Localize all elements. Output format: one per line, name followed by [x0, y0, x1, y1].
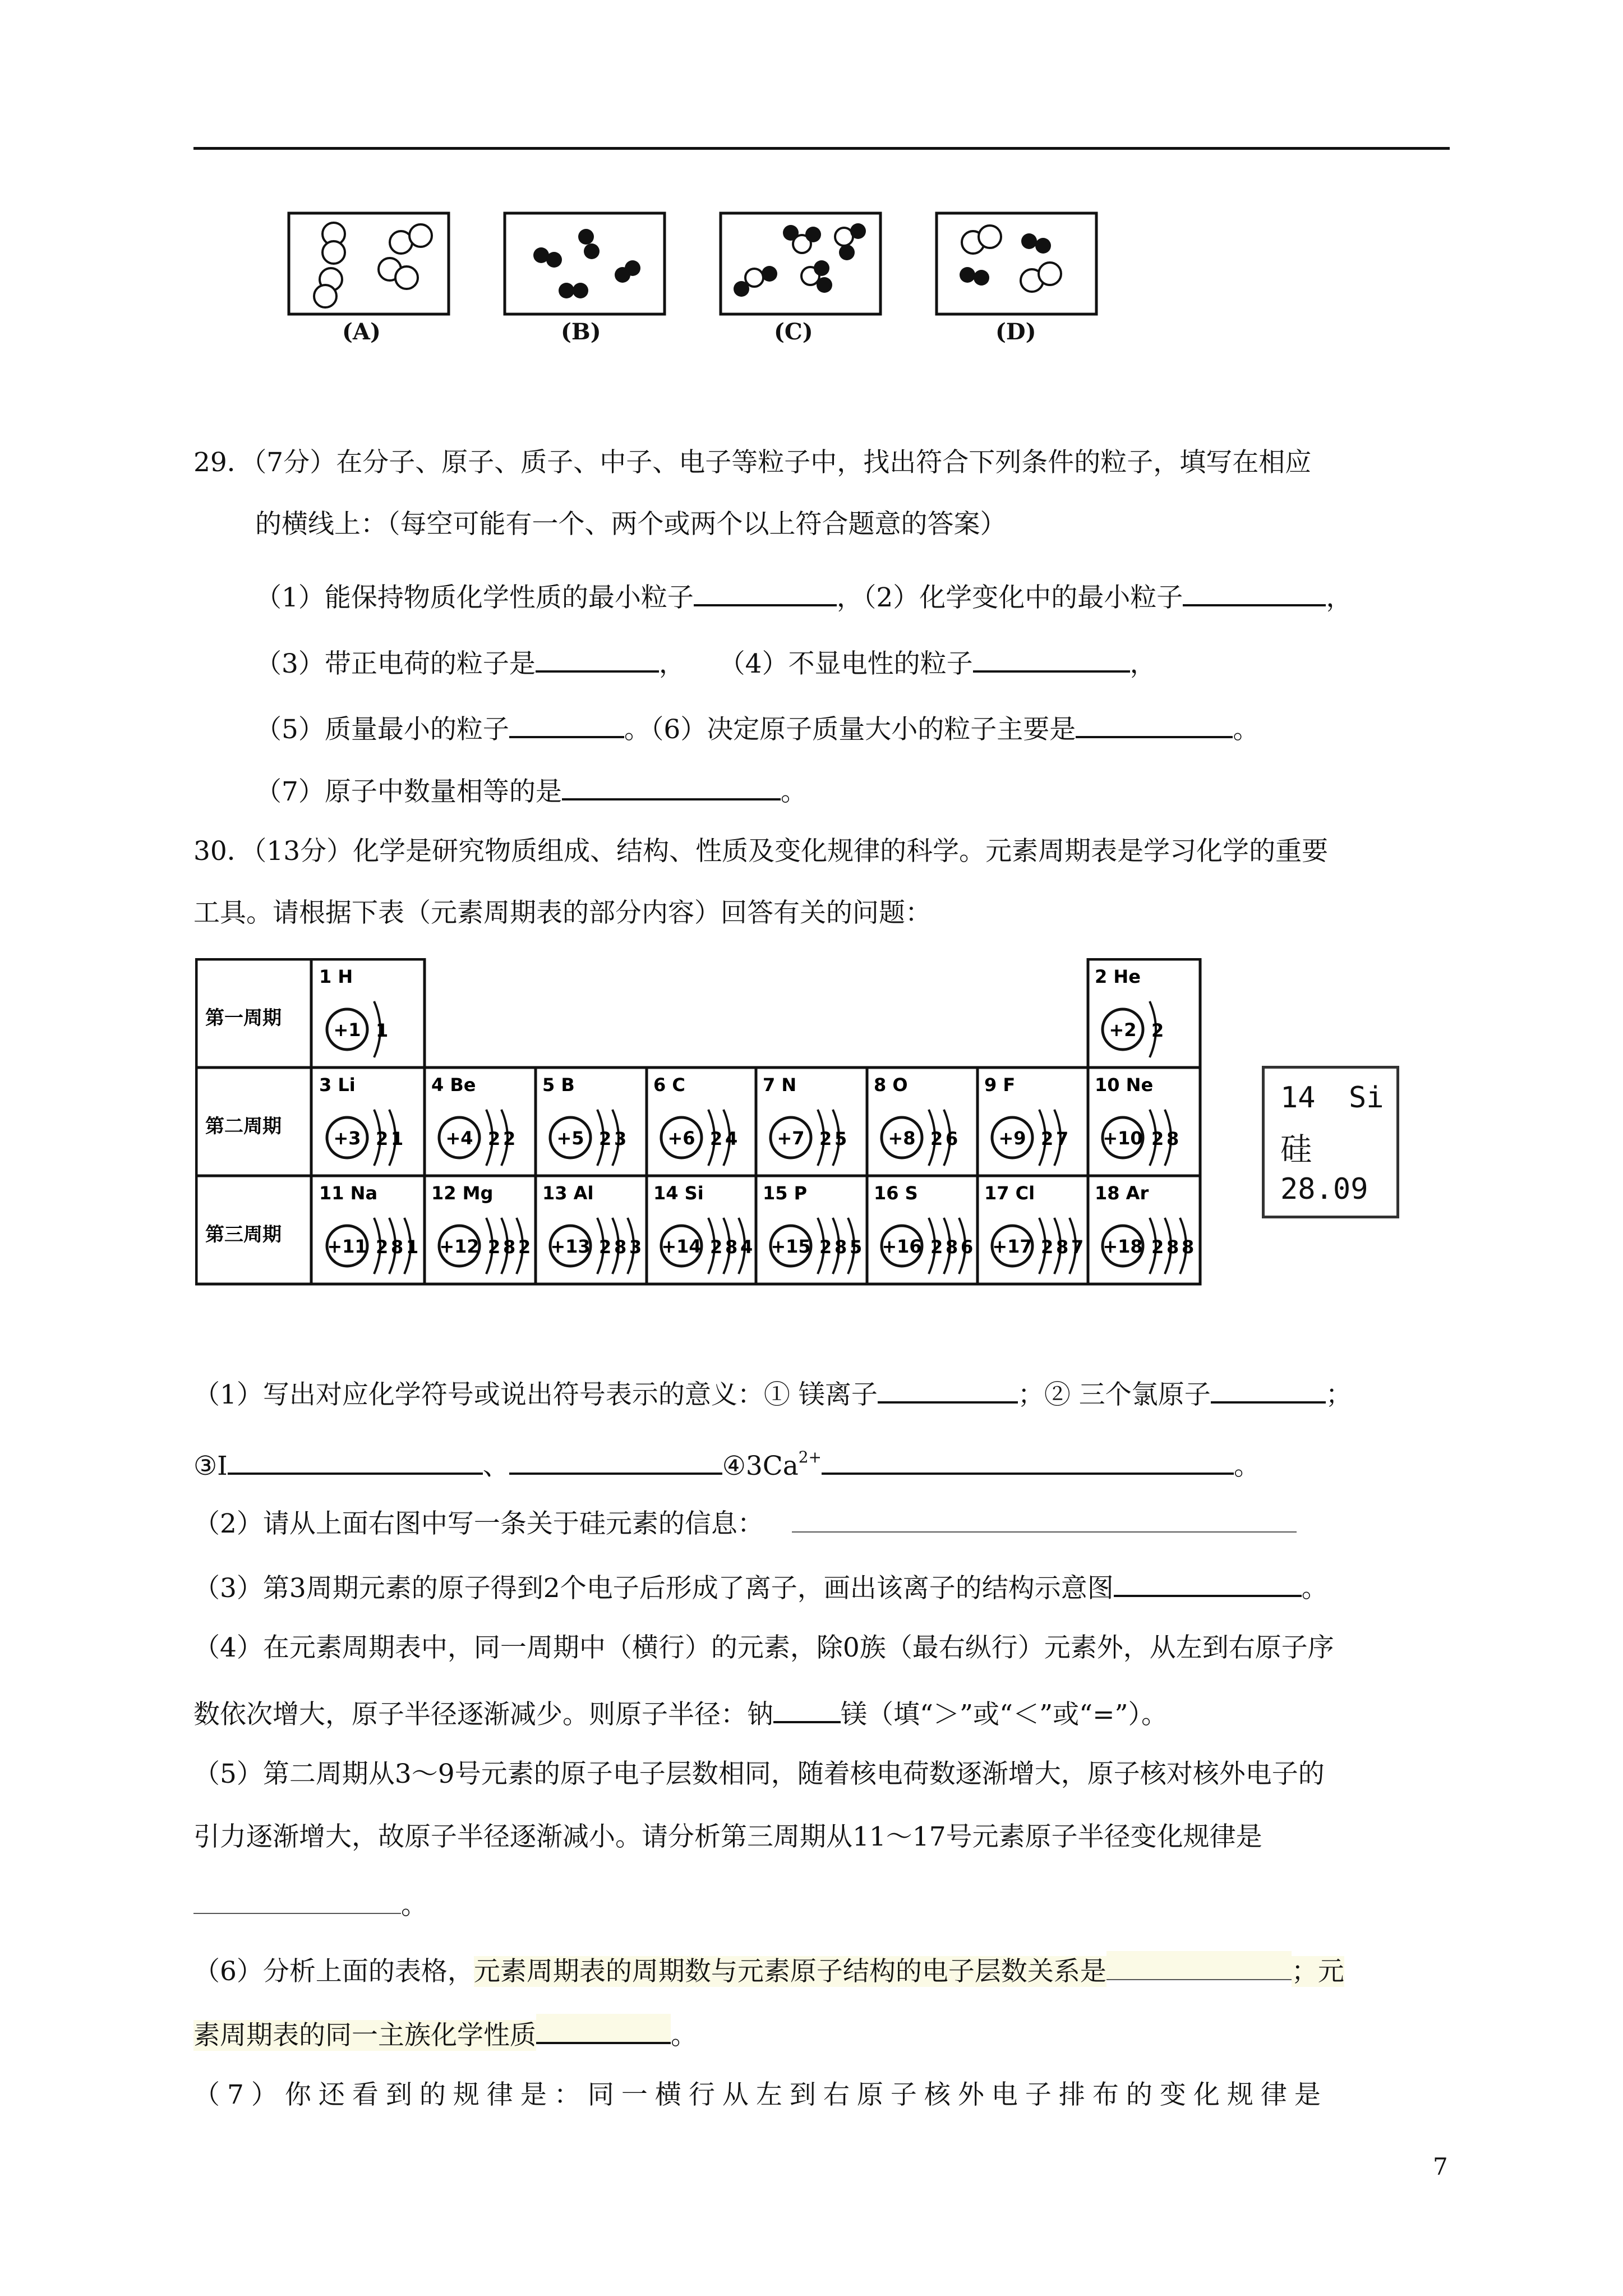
- nucleus-charge: +10: [1103, 1128, 1143, 1149]
- electron-count: 8: [391, 1236, 404, 1258]
- q30-s1-text-a: （1）写出对应化学符号或说出符号表示的意义：① 镁离子: [193, 1379, 878, 1410]
- electron-count: 4: [725, 1128, 738, 1149]
- figure-label-a: (A): [342, 319, 381, 345]
- electron-count: 2: [1041, 1128, 1054, 1149]
- answer-blank-1[interactable]: [694, 576, 837, 606]
- element-B: [542, 1074, 626, 1166]
- silicon-element-card: [1262, 1066, 1399, 1218]
- electron-count: 2: [376, 1128, 389, 1149]
- q30-s1-line-2: [193, 1441, 1260, 1483]
- nucleus-charge: +16: [882, 1236, 922, 1257]
- answer-blank-radius-compare[interactable]: [773, 1693, 841, 1723]
- q30-s6-line-2: [193, 2014, 697, 2053]
- element-F: [984, 1074, 1068, 1166]
- q30-s3-line: [193, 1567, 1328, 1605]
- q29-p5-end: 。: [1233, 714, 1260, 745]
- element-Li: [319, 1074, 403, 1166]
- element-label: 11 Na: [319, 1182, 378, 1204]
- figure-label-d: (D): [995, 319, 1036, 345]
- electron-count: 8: [834, 1236, 847, 1258]
- q29-line-3: [255, 708, 1259, 747]
- q30-s2-text: （2）请从上面右图中写一条关于硅元素的信息：: [193, 1508, 764, 1539]
- q29-p1-end: ，: [1326, 582, 1353, 613]
- q30-s4-line-1: （4）在元素周期表中，同一周期中（横行）的元素，除0族（最右纵行）元素外，从左到右原子序: [193, 1632, 1334, 1663]
- electron-count: 4: [740, 1236, 753, 1258]
- element-label: 17 Cl: [984, 1182, 1035, 1204]
- electron-count: 2: [488, 1236, 501, 1258]
- period-label-3: 第三周期: [205, 1223, 282, 1246]
- element-label: 7 N: [763, 1074, 797, 1096]
- electron-count: 2: [930, 1236, 943, 1258]
- element-Ne: [1095, 1074, 1179, 1166]
- figure-a: [289, 213, 449, 314]
- electron-count: 2: [930, 1128, 943, 1149]
- q29-p3-end: ，: [1129, 648, 1156, 679]
- q30-s1-end-2: 。: [1234, 1451, 1261, 1481]
- electron-count: 8: [503, 1236, 516, 1258]
- q29-p4-text: ， （4）不显电性的粒子: [658, 648, 973, 679]
- element-label: 9 F: [984, 1074, 1016, 1096]
- q30-s6-end: 。: [671, 2020, 697, 2051]
- electron-count: 8: [614, 1236, 627, 1258]
- page-number: 7: [1433, 2153, 1448, 2180]
- q29-line-2: [255, 642, 1156, 681]
- answer-blank-4[interactable]: [973, 642, 1130, 673]
- answer-blank-3[interactable]: [536, 642, 659, 673]
- element-label: 10 Ne: [1095, 1074, 1154, 1096]
- q29-p5-text: （5）质量最小的粒子: [255, 714, 509, 745]
- electron-count: 2: [1151, 1020, 1164, 1041]
- nucleus-charge: +17: [992, 1236, 1032, 1257]
- answer-blank-group-property[interactable]: [536, 2014, 671, 2044]
- figure-d: [937, 213, 1096, 314]
- figure-c: [721, 213, 880, 314]
- element-Be: [431, 1074, 515, 1166]
- q29-p3-text: （3）带正电荷的粒子是: [255, 648, 536, 679]
- element-N: [763, 1074, 847, 1166]
- q30-s1-text-e: 、: [482, 1451, 509, 1481]
- answer-blank-si-info[interactable]: [792, 1503, 1297, 1533]
- q30-s3-text: （3）第3周期元素的原子得到2个电子后形成了离子，画出该离子的结构示意图: [193, 1573, 1114, 1604]
- q29-line-1: [255, 576, 1352, 615]
- electron-count: 5: [834, 1128, 847, 1149]
- q30-s4-text-b: 镁（填“＞”或“＜”或“=”）。: [841, 1699, 1168, 1730]
- ca-charge-superscript: 2+: [798, 1448, 822, 1466]
- electron-count: 2: [599, 1236, 612, 1258]
- q30-s1-text-b: ；② 三个氯原子: [1017, 1379, 1211, 1410]
- electron-count: 2: [599, 1128, 612, 1149]
- element-label: 1 H: [319, 966, 353, 987]
- q30-s6-text-c: ；元: [1291, 1956, 1344, 1987]
- answer-blank-radius-trend[interactable]: [193, 1885, 401, 1914]
- answer-blank-6[interactable]: [1076, 708, 1233, 738]
- nucleus-charge: +13: [550, 1236, 591, 1257]
- element-Na: [319, 1182, 418, 1274]
- q30-s6-line-1: [193, 1951, 1344, 1989]
- nucleus-charge: +6: [667, 1128, 695, 1149]
- q30-s5-line-1: （5）第二周期从3～9号元素的原子电子层数相同，随着核电荷数逐渐增大，原子核对核外电子的: [193, 1759, 1325, 1789]
- nucleus-charge: +3: [333, 1128, 361, 1149]
- nucleus-charge: +5: [556, 1128, 584, 1149]
- nucleus-charge: +4: [445, 1128, 473, 1149]
- q30-s5-line-3: [193, 1885, 427, 1922]
- electron-count: 2: [710, 1236, 723, 1258]
- electron-count: 8: [946, 1236, 958, 1258]
- element-H: [319, 966, 388, 1057]
- si-atomic-mass: 28.09: [1280, 1172, 1368, 1206]
- answer-blank-7[interactable]: [562, 770, 781, 800]
- electron-count: 8: [1166, 1236, 1179, 1258]
- electron-count: 2: [488, 1128, 501, 1149]
- answer-blank-mg-ion[interactable]: [878, 1373, 1018, 1404]
- electron-count: 6: [946, 1128, 958, 1149]
- q30-s4-text-a: 数依次增大，原子半径逐渐减少。则原子半径：钠: [193, 1699, 773, 1730]
- element-Ar: [1095, 1182, 1194, 1274]
- q29-p1-text: （1）能保持物质化学性质的最小粒子: [255, 582, 694, 613]
- q29-p2-text: ，（2）化学变化中的最小粒子: [836, 582, 1183, 613]
- element-label: 5 B: [542, 1074, 575, 1096]
- electron-count: 8: [725, 1236, 738, 1258]
- answer-blank-2[interactable]: [1183, 576, 1326, 606]
- period-label-1: 第一周期: [205, 1007, 282, 1029]
- q29-line-4: [255, 770, 807, 809]
- q29-intro-1: 29．（7分）在分子、原子、质子、中子、电子等粒子中，找出符合下列条件的粒子，填写在相应: [193, 447, 1312, 478]
- element-Cl: [984, 1182, 1083, 1274]
- element-label: 16 S: [874, 1182, 918, 1204]
- electron-count: 2: [518, 1236, 531, 1258]
- period-label-2: 第二周期: [205, 1115, 282, 1138]
- nucleus-charge: +8: [888, 1128, 916, 1149]
- element-label: 15 P: [763, 1182, 808, 1204]
- electron-count: 1: [391, 1128, 404, 1149]
- electron-count: 3: [629, 1236, 642, 1258]
- q29-p7-text: （7）原子中数量相等的是: [255, 776, 562, 807]
- electron-count: 2: [1041, 1236, 1054, 1258]
- element-label: 18 Ar: [1095, 1182, 1149, 1204]
- q29-p7-end: 。: [780, 776, 807, 807]
- element-Mg: [431, 1182, 531, 1274]
- electron-count: 7: [1071, 1236, 1084, 1258]
- nucleus-charge: +12: [439, 1236, 479, 1257]
- electron-count: 3: [614, 1128, 627, 1149]
- electron-count: 2: [503, 1128, 516, 1149]
- q30-s6-text-a: （6）分析上面的表格，: [193, 1956, 474, 1987]
- electron-count: 1: [376, 1020, 389, 1041]
- element-S: [874, 1182, 973, 1274]
- q30-s1-text-f: ④3Ca: [722, 1451, 799, 1481]
- q30-s5-line-2: 引力逐渐增大，故原子半径逐渐减小。请分析第三周期从11～17号元素原子半径变化规律是: [193, 1821, 1262, 1852]
- electron-count: 1: [406, 1236, 419, 1258]
- answer-blank-i-1[interactable]: [228, 1444, 483, 1475]
- molecule-figures: [286, 208, 1116, 353]
- electron-count: 5: [850, 1236, 863, 1258]
- electron-count: 2: [1151, 1236, 1164, 1258]
- element-C: [653, 1074, 737, 1166]
- element-label: 2 He: [1095, 966, 1141, 987]
- q30-s6-text-b: 元素周期表的周期数与元素原子结构的电子层数关系是: [473, 1956, 1106, 1987]
- element-He: [1095, 966, 1164, 1057]
- element-label: 8 O: [874, 1074, 908, 1096]
- element-label: 13 Al: [542, 1182, 594, 1204]
- element-P: [763, 1182, 862, 1274]
- si-atomic-number: 14: [1280, 1081, 1316, 1115]
- element-Al: [542, 1182, 642, 1274]
- periodic-table: [195, 958, 1202, 1286]
- element-label: 6 C: [653, 1074, 685, 1096]
- nucleus-charge: +15: [771, 1236, 811, 1257]
- element-O: [874, 1074, 958, 1166]
- electron-count: 2: [1151, 1128, 1164, 1149]
- q29-intro-2: 的横线上：（每空可能有一个、两个或两个以上符合题意的答案）: [255, 509, 1007, 540]
- nucleus-charge: +11: [327, 1236, 367, 1257]
- header-rule: [193, 147, 1450, 150]
- answer-blank-period-shell[interactable]: [1106, 1951, 1292, 1980]
- q30-intro-2: 工具。请根据下表（元素周期表的部分内容）回答有关的问题：: [193, 898, 932, 928]
- answer-blank-3ca[interactable]: [822, 1444, 1234, 1475]
- q30-s3-end: 。: [1301, 1573, 1328, 1604]
- electron-count: 2: [819, 1236, 832, 1258]
- q30-s2-line: [193, 1503, 1297, 1541]
- element-Si: [653, 1182, 753, 1274]
- q30-intro-1: 30．（13分）化学是研究物质组成、结构、性质及变化规律的科学。元素周期表是学习化学的重要: [193, 836, 1329, 867]
- element-label: 4 Be: [431, 1074, 476, 1096]
- nucleus-charge: +2: [1109, 1019, 1137, 1041]
- electron-count: 7: [1056, 1128, 1069, 1149]
- electron-count: 8: [1166, 1128, 1179, 1149]
- answer-blank-i-2[interactable]: [509, 1444, 722, 1475]
- q30-s1-line-1: [193, 1373, 1352, 1412]
- nucleus-charge: +18: [1103, 1236, 1143, 1257]
- q30-s4-line-2: [193, 1693, 1168, 1732]
- electron-count: 8: [1056, 1236, 1069, 1258]
- nucleus-charge: +7: [777, 1128, 805, 1149]
- electron-count: 2: [376, 1236, 389, 1258]
- q30-s1-end: ；: [1325, 1379, 1352, 1410]
- q29-p6-text: 。（6）决定原子质量大小的粒子主要是: [624, 714, 1076, 745]
- q30-s7-line: （7）你还看到的规律是：同一横行从左到右原子核外电子排布的变化规律是: [193, 2079, 1328, 2110]
- si-symbol: Si: [1349, 1081, 1384, 1115]
- electron-count: 2: [819, 1128, 832, 1149]
- q30-s6-text-d: 素周期表的同一主族化学性质: [193, 2020, 536, 2051]
- element-label: 14 Si: [653, 1182, 704, 1204]
- q30-s1-text-d: ③I: [193, 1451, 228, 1481]
- si-chinese-name: 硅: [1280, 1131, 1312, 1168]
- answer-blank-ion-diagram[interactable]: [1114, 1567, 1302, 1597]
- answer-blank-three-cl[interactable]: [1211, 1373, 1326, 1404]
- figure-label-c: (C): [774, 319, 813, 345]
- answer-blank-5[interactable]: [509, 708, 624, 738]
- electron-count: 8: [1182, 1236, 1195, 1258]
- figure-label-b: (B): [561, 319, 601, 345]
- element-label: 12 Mg: [431, 1182, 494, 1204]
- electron-count: 6: [961, 1236, 974, 1258]
- nucleus-charge: +1: [333, 1019, 361, 1041]
- figure-b: [505, 213, 665, 314]
- element-label: 3 Li: [319, 1074, 356, 1096]
- nucleus-charge: +14: [661, 1236, 702, 1257]
- nucleus-charge: +9: [998, 1128, 1026, 1149]
- q30-s5-end: 。: [401, 1890, 427, 1921]
- electron-count: 2: [710, 1128, 723, 1149]
